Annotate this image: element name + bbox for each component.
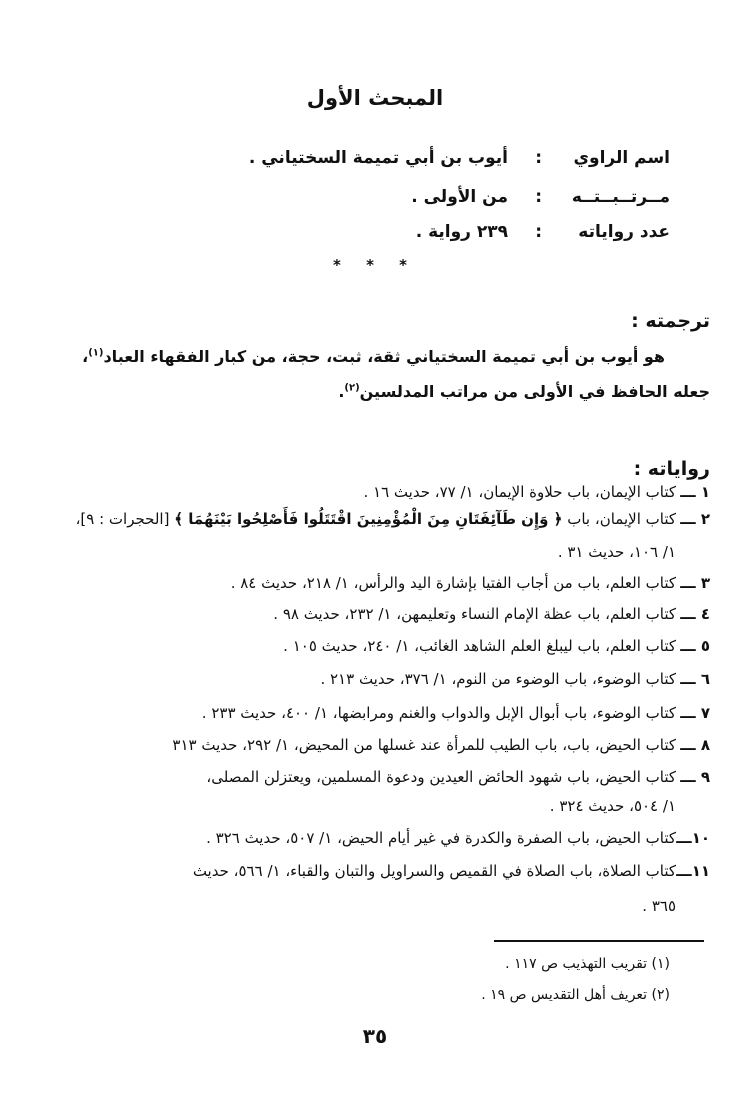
rank-label: مــرتــبــتــه bbox=[571, 187, 670, 207]
narration-text: كتاب الحيض، باب، باب الطيب للمرأة عند غسلها من المحيض، ١/ ٢٩٢، حديث ٣١٣ bbox=[172, 736, 676, 754]
info-separator: : bbox=[535, 148, 542, 168]
biography-line-2 bbox=[338, 382, 710, 401]
narration-number: ٤ ـــ bbox=[680, 605, 710, 623]
narration-text: كتاب العلم، باب من أجاب الفتيا بإشارة اليد والرأس، ١/ ٢١٨، حديث ٨٤ . bbox=[230, 574, 676, 592]
narration-number: ٨ ـــ bbox=[680, 736, 710, 754]
section-divider-stars: * * * bbox=[333, 256, 417, 274]
narration-text: كتاب العلم، باب ليبلغ العلم الشاهد الغائب، ١/ ٢٤٠، حديث ١٠٥ . bbox=[283, 637, 676, 655]
narration-text: كتاب الصلاة، باب الصلاة في القميص والسراويل والتبان والقباء، ١/ ٥٦٦، حديث bbox=[192, 862, 676, 880]
biography-line-1 bbox=[82, 347, 665, 366]
punctuation: . bbox=[338, 382, 345, 401]
quran-verse: ﴿ وَإِن طَآئِفَتَانِ مِنَ الْمُؤْمِنِينَ اقْتَتَلُوا فَأَصْلِحُوا بَيْنَهُمَا ﴾ bbox=[174, 510, 563, 528]
footnote-ref-1[interactable]: (١) bbox=[88, 347, 104, 359]
surah-reference: [الحجرات : ٩]، bbox=[75, 510, 170, 528]
biography-text-1: هو أيوب بن أبي تميمة السختياني ثقة، ثبت، حجة، من كبار الفقهاء العباد bbox=[103, 347, 665, 366]
narration-text: كتاب العلم، باب عظة الإمام النساء وتعليمهن، ١/ ٢٣٢، حديث ٩٨ . bbox=[273, 605, 676, 623]
narration-continuation: ٣٦٥ . bbox=[642, 897, 676, 915]
narration-number: ٩ ـــ bbox=[680, 768, 710, 786]
narration-number: ٧ ـــ bbox=[680, 704, 710, 722]
narration-text: كتاب الحيض، باب شهود الحائض العيدين ودعوة المسلمين، ويعتزلن المصلى، bbox=[206, 768, 676, 786]
count-value: ٢٣٩ رواية . bbox=[415, 222, 508, 242]
chapter-title: المبحث الأول bbox=[306, 86, 444, 110]
narration-number: ٥ ـــ bbox=[680, 637, 710, 655]
narrator-label: اسم الراوي bbox=[573, 148, 670, 168]
narration-text: كتاب الإيمان، باب حلاوة الإيمان، ١/ ٧٧، حديث ١٦ . bbox=[363, 483, 676, 501]
narration-number: ١٠ـــ bbox=[676, 829, 710, 847]
narration-continuation: ١/ ٥٠٤، حديث ٣٢٤ . bbox=[549, 797, 676, 815]
info-separator: : bbox=[535, 222, 542, 242]
footnote-divider bbox=[494, 940, 704, 942]
page-number: ٣٥ bbox=[362, 1024, 388, 1048]
narration-number: ١ ـــ bbox=[680, 483, 710, 501]
narration-continuation: ١/ ١٠٦، حديث ٣١ . bbox=[557, 543, 676, 561]
narration-number: ٣ ـــ bbox=[680, 574, 710, 592]
info-separator: : bbox=[535, 187, 542, 207]
biography-heading: ترجمته : bbox=[631, 310, 710, 332]
footnote-ref-2[interactable]: (٢) bbox=[344, 382, 360, 394]
narration-number: ٢ ـــ bbox=[680, 510, 710, 528]
count-label: عدد رواياته bbox=[578, 222, 670, 242]
punctuation: ، bbox=[82, 347, 89, 366]
footnote-text: تقريب التهذيب ص ١١٧ . bbox=[505, 956, 648, 972]
footnote-number: (٢) bbox=[651, 987, 670, 1003]
narration-text: كتاب الإيمان، باب bbox=[567, 510, 676, 528]
footnote-1 bbox=[505, 956, 670, 972]
narrator-value: أيوب بن أبي تميمة السختياني . bbox=[248, 148, 508, 168]
footnote-text: تعريف أهل التقديس ص ١٩ . bbox=[481, 987, 648, 1003]
rank-value: من الأولى . bbox=[411, 187, 508, 207]
narration-text: كتاب الوضوء، باب الوضوء من النوم، ١/ ٣٧٦، حديث ٢١٣ . bbox=[320, 670, 676, 688]
narration-number: ١١ـــ bbox=[676, 862, 710, 880]
narrations-heading: رواياته : bbox=[633, 458, 710, 480]
footnote-number: (١) bbox=[651, 956, 670, 972]
footnote-2 bbox=[481, 987, 670, 1003]
biography-text-2: جعله الحافظ في الأولى من مراتب المدلسين bbox=[359, 382, 710, 401]
narration-text: كتاب الحيض، باب الصفرة والكدرة في غير أيام الحيض، ١/ ٥٠٧، حديث ٣٢٦ . bbox=[206, 829, 676, 847]
narration-number: ٦ ـــ bbox=[680, 670, 710, 688]
narration-text: كتاب الوضوء، باب أبوال الإبل والدواب والغنم ومرابضها، ١/ ٤٠٠، حديث ٢٣٣ . bbox=[201, 704, 676, 722]
